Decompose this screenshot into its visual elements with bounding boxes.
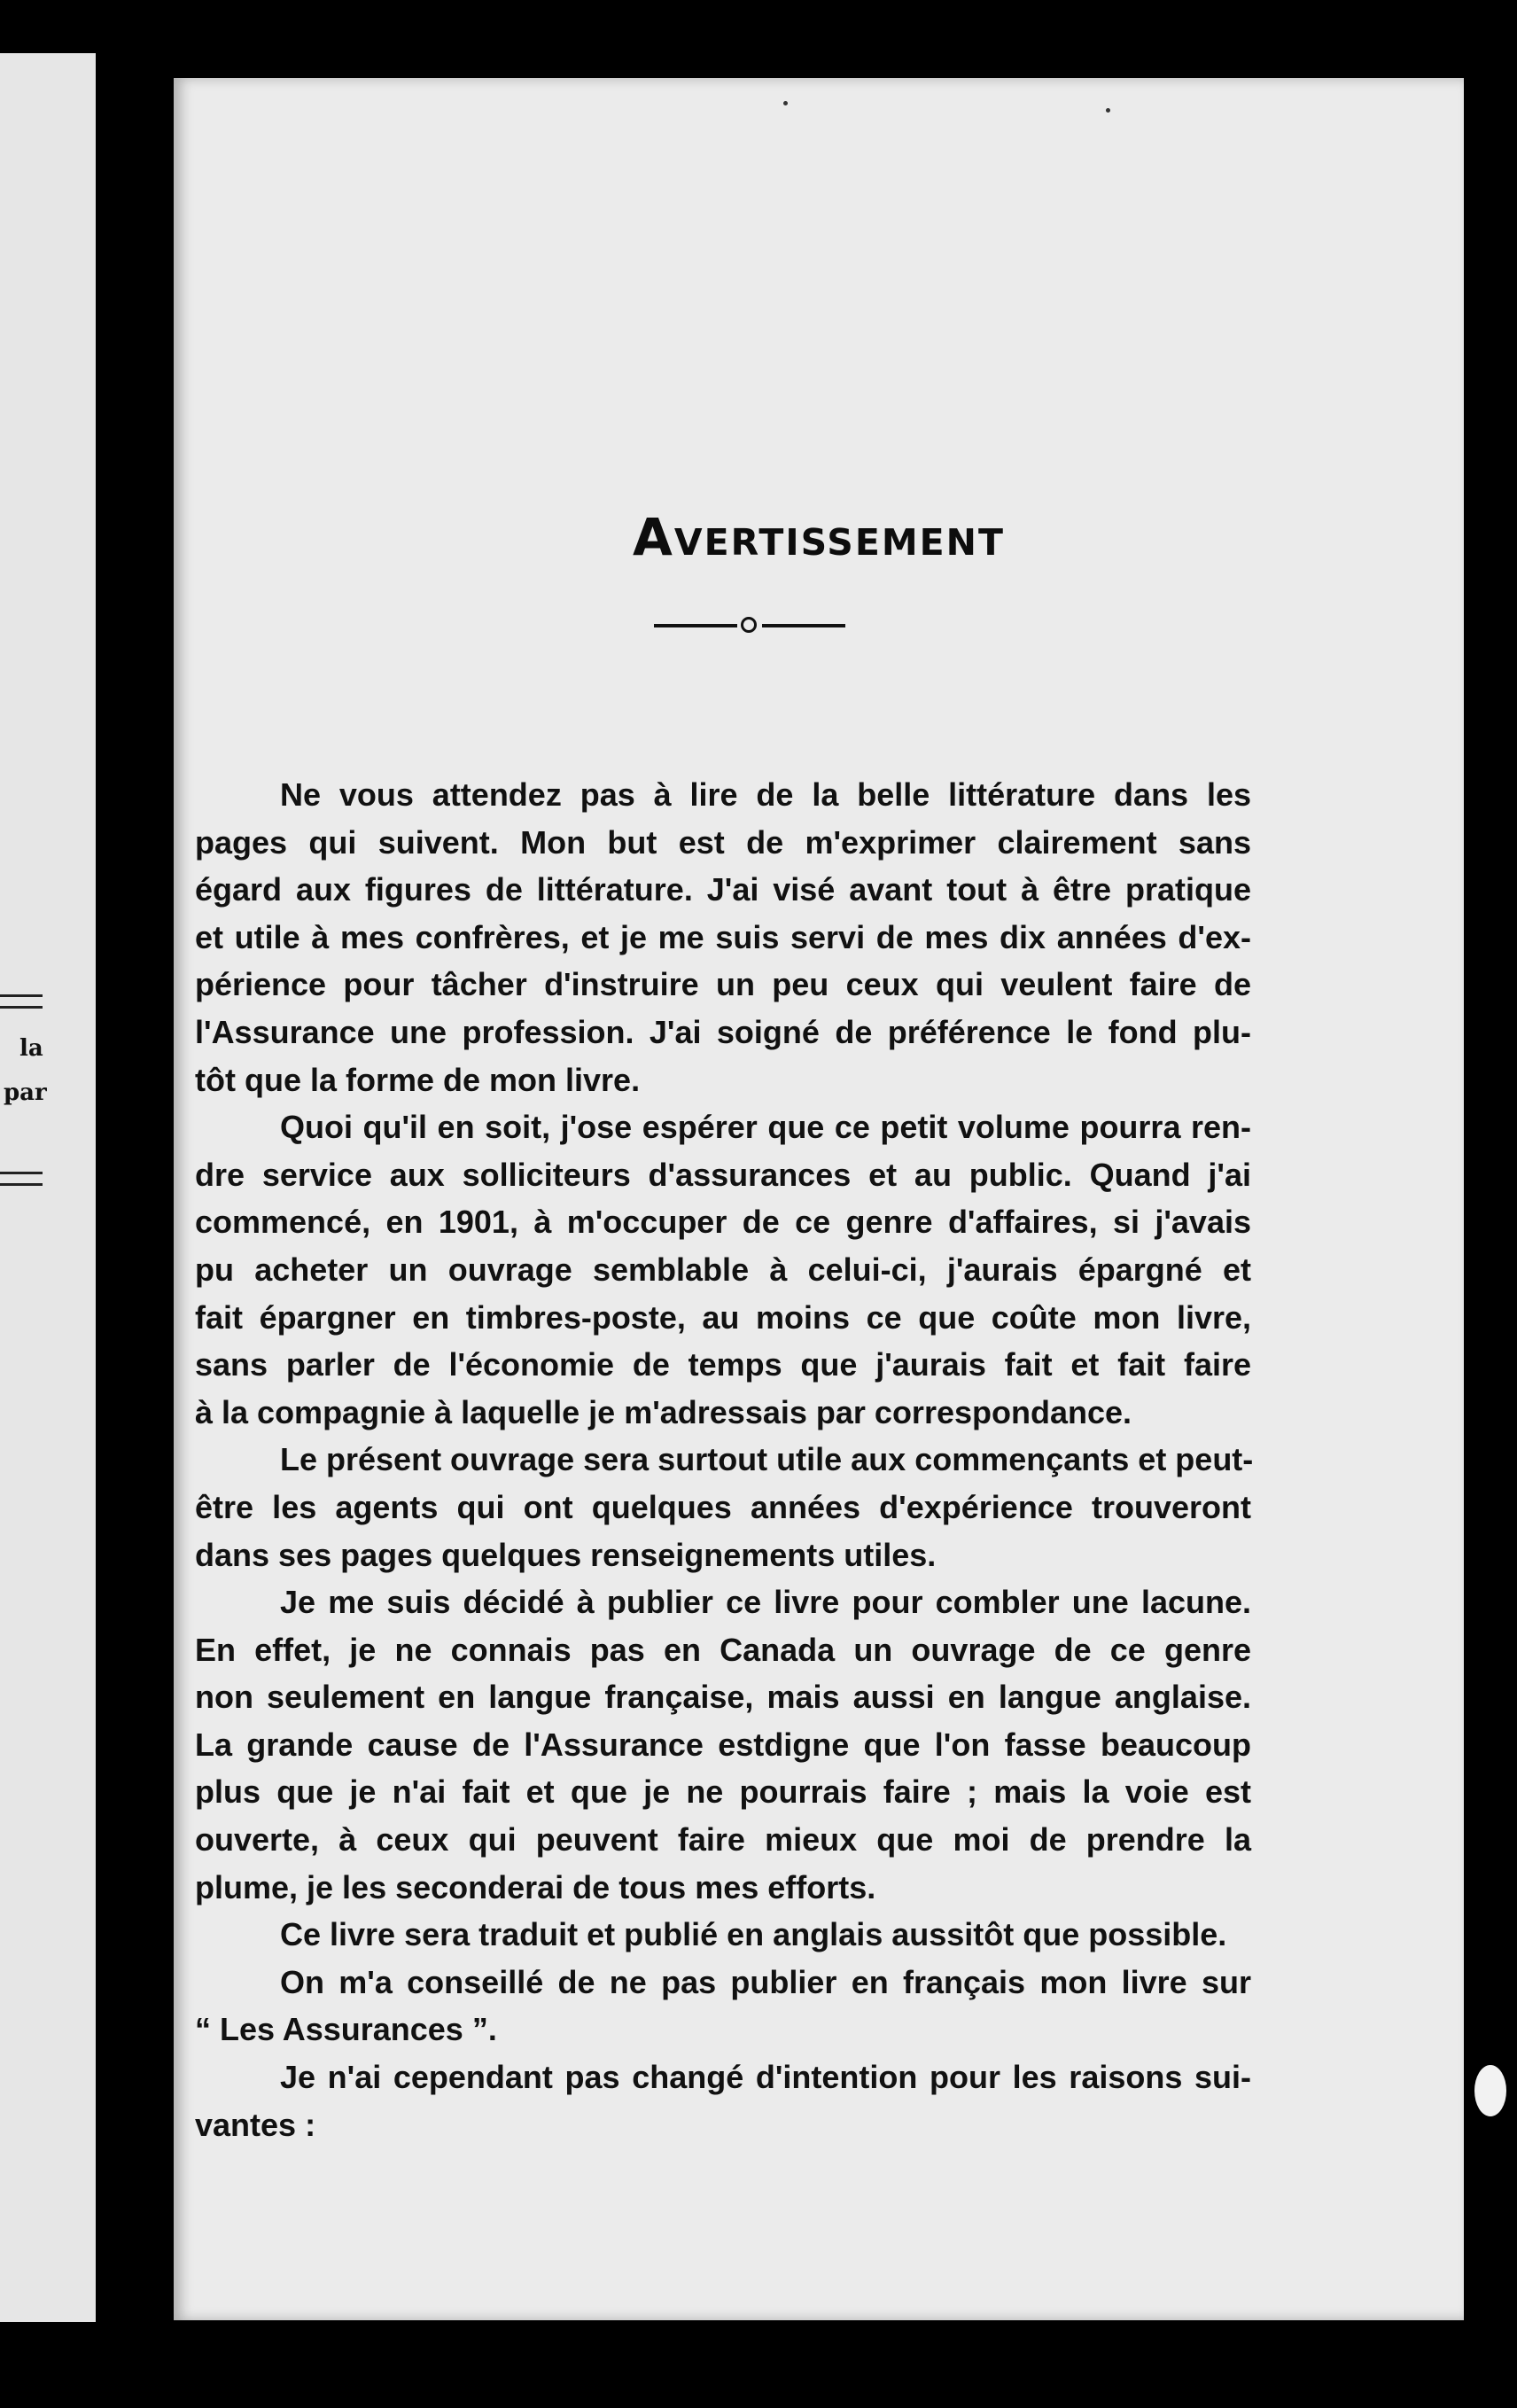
left-fragment-text-1: la (19, 1035, 43, 1062)
body-paragraph (195, 771, 1251, 1103)
body-paragraph (195, 1436, 1254, 1578)
text-line: Ne vous attendez pas à lire de la belle littérature dans les (280, 776, 1251, 813)
scan-speck (1106, 108, 1110, 113)
body-paragraph (195, 1959, 1251, 2053)
left-double-rule-bottom (0, 1172, 43, 1186)
left-fragment-text-2: par (4, 1079, 47, 1106)
text-line: plus que je n'ai fait et que je ne pourrais faire ; mais la voie est (195, 1773, 1251, 1811)
text-line: ouverte, à ceux qui peuvent faire mieux que moi de prendre la (195, 1821, 1251, 1859)
text-line: dre service aux solliciteurs d'assurances et au public. Quand j'ai (195, 1156, 1251, 1193)
text-line: fait épargner en timbres-poste, au moins ce que coûte mon livre, (195, 1298, 1251, 1336)
body-paragraph (195, 1103, 1251, 1436)
text-line: plume, je les seconderai de tous mes efforts. (195, 1868, 876, 1905)
text-line: être les agents qui ont quelques années d'expérience trouveront (195, 1488, 1251, 1525)
text-line: La grande cause de l'Assurance estdigne que l'on fasse beaucoup (195, 1726, 1251, 1763)
text-line: égard aux figures de littérature. J'ai visé avant tout à être pratique (195, 871, 1251, 908)
left-double-rule-top (0, 994, 43, 1009)
text-line: pages qui suivent. Mon but est de m'exprimer clairement sans (195, 823, 1251, 861)
scan-speck (783, 101, 788, 105)
text-line: non seulement en langue française, mais aussi en langue anglaise. (195, 1679, 1251, 1716)
text-line: vantes : (195, 2106, 316, 2143)
scan-artifact (1474, 2065, 1506, 2116)
text-line: Le présent ouvrage sera surtout utile aux commençants et peut- (280, 1441, 1254, 1478)
text-line: Je n'ai cependant pas changé d'intention pour les raisons sui- (280, 2059, 1251, 2096)
text-line: En effet, je ne connais pas en Canada un ouvrage de ce genre (195, 1631, 1251, 1668)
text-line: dans ses pages quelques renseignements utiles. (195, 1536, 937, 1573)
text-line: Je me suis décidé à publier ce livre pour combler une lacune. (280, 1584, 1251, 1621)
body-paragraph (195, 1578, 1251, 1911)
body-paragraph (195, 2053, 1251, 2148)
text-line: pu acheter un ouvrage semblable à celui-ci, j'aurais épargné et (195, 1251, 1251, 1288)
body-paragraph (237, 1911, 1251, 1959)
text-line: et utile à mes confrères, et je me suis servi de mes dix années d'ex- (195, 918, 1251, 955)
left-page-fragment (0, 53, 96, 2322)
text-line: On m'a conseillé de ne pas publier en français mon livre sur (280, 1963, 1251, 2000)
text-line: tôt que la forme de mon livre. (195, 1061, 641, 1098)
page-title: Avertissement (633, 507, 1005, 567)
text-line: commencé, en 1901, à m'occuper de ce genre d'affaires, si j'avais (195, 1204, 1251, 1241)
text-line: Ce livre sera traduit et publié en anglais aussitôt que possible. (280, 1916, 1227, 1953)
page-body-text (195, 771, 1254, 2148)
text-line: à la compagnie à laquelle je m'adressais par correspondance. (195, 1393, 1132, 1430)
text-line: Quoi qu'il en soit, j'ose espérer que ce petit volume pourra ren- (280, 1109, 1251, 1146)
text-line: “ Les Assurances ”. (195, 2011, 497, 2048)
text-line: périence pour tâcher d'instruire un peu ceux qui veulent faire de (195, 966, 1251, 1003)
book-page (174, 78, 1464, 2320)
title-ornament (654, 617, 849, 635)
text-line: l'Assurance une profession. J'ai soigné de préférence le fond plu- (195, 1013, 1251, 1050)
text-line: sans parler de l'économie de temps que j'aurais fait et fait faire (195, 1346, 1251, 1383)
